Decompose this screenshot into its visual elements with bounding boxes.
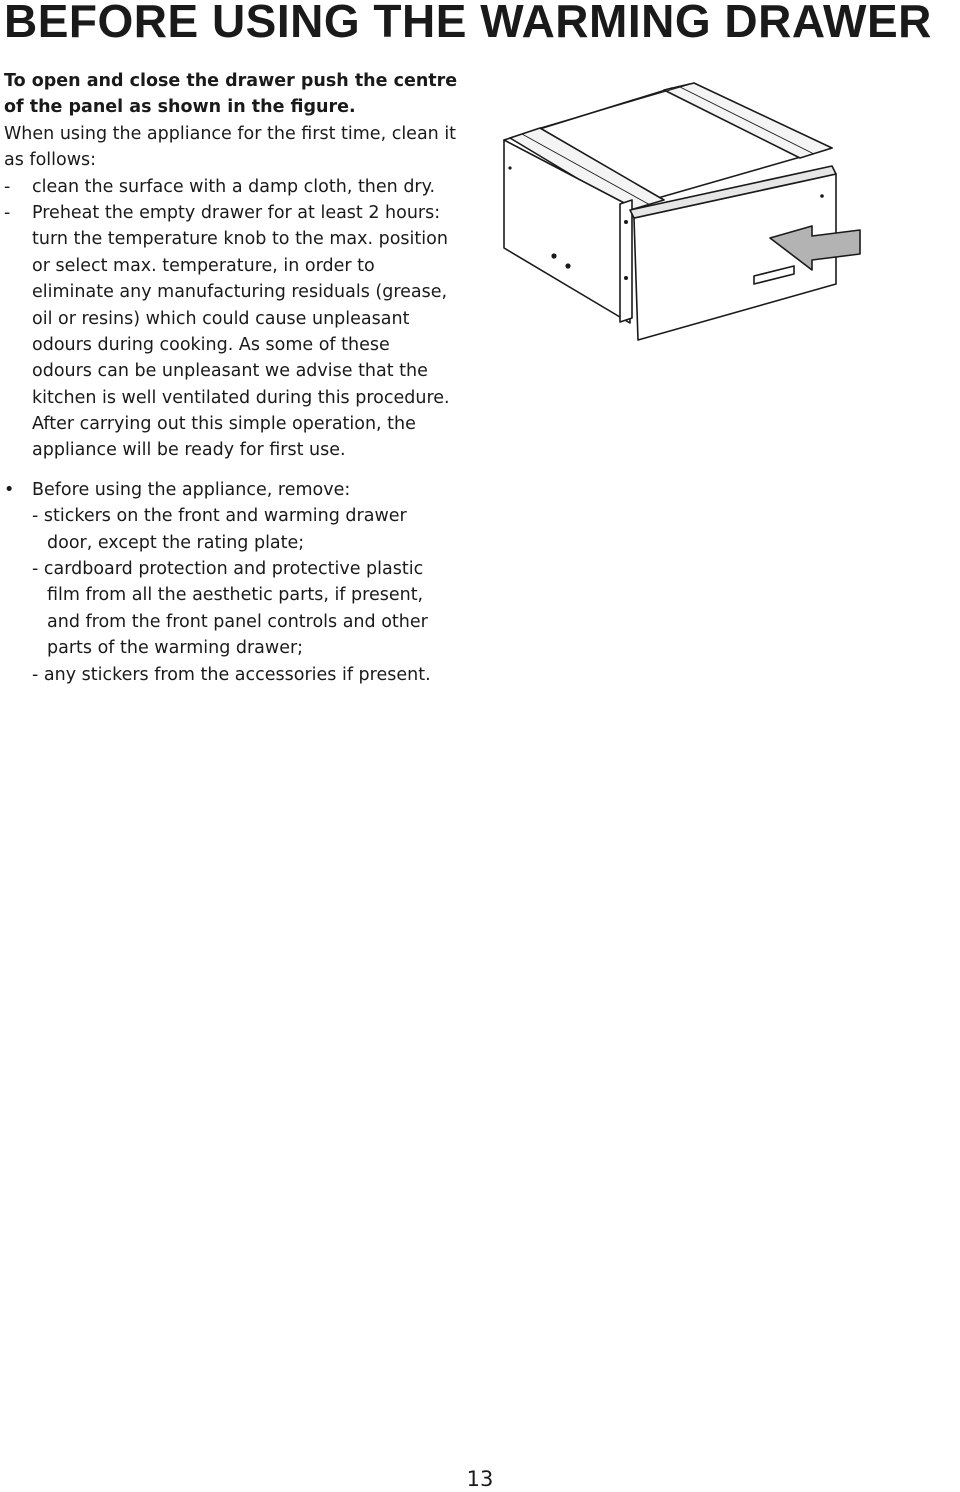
remove-item-cardboard: - cardboard protection and protective plastic <box>32 559 424 580</box>
remove-heading-text: Before using the appliance, remove: <box>32 479 351 500</box>
page-number: 13 <box>466 1467 494 1491</box>
warming-drawer-push-illustration <box>492 78 864 372</box>
dash-marker: - <box>4 176 11 197</box>
step-preheat-text-9: After carrying out this simple operation, the <box>32 414 416 435</box>
dash-marker: - <box>4 202 11 223</box>
remove-section <box>4 477 474 688</box>
step-preheat-text-6: odours during cooking. As some of these <box>32 334 390 355</box>
intro-line-2: as follows: <box>4 150 97 171</box>
remove-item-cardboard-cont-3: parts of the warming drawer; <box>47 638 304 659</box>
remove-heading <box>4 477 474 503</box>
bullet-marker: • <box>4 479 15 500</box>
step-preheat-text-10: appliance will be ready for first use. <box>32 440 346 461</box>
step-preheat-text-3: or select max. temperature, in order to <box>32 255 375 276</box>
remove-item-stickers-cont: door, except the rating plate; <box>47 532 305 553</box>
step-preheat-text-2: turn the temperature knob to the max. position <box>32 229 448 250</box>
intro-bold-line-1: To open and close the drawer push the centre <box>4 71 458 91</box>
intro-line-1: When using the appliance for the first time, clean it <box>4 123 457 144</box>
remove-item-cardboard-cont-1: film from all the aesthetic parts, if present, <box>47 585 424 606</box>
step-preheat <box>4 200 474 226</box>
remove-item-accessories: - any stickers from the accessories if present. <box>32 664 431 685</box>
step-preheat-text-7: odours can be unpleasant we advise that the <box>32 361 428 382</box>
step-preheat-text-1: Preheat the empty drawer for at least 2 hours: <box>32 202 441 223</box>
step-preheat-text-4: eliminate any manufacturing residuals (grease, <box>32 282 448 303</box>
intro-bold-line-2: of the panel as shown in the figure. <box>4 97 356 118</box>
step-clean <box>4 174 474 200</box>
step-preheat-text-5: oil or resins) which could cause unpleasant <box>32 308 410 329</box>
page-title: BEFORE USING THE WARMING DRAWER <box>4 0 932 47</box>
remove-item-cardboard-cont-2: and from the front panel controls and other <box>47 611 428 632</box>
remove-item-stickers: - stickers on the front and warming drawer <box>32 506 407 527</box>
step-clean-text: clean the surface with a damp cloth, then dry. <box>32 176 436 197</box>
mounting-flange <box>620 200 632 322</box>
step-preheat-text-8: kitchen is well ventilated during this procedure. <box>32 387 450 408</box>
instructions-column <box>4 68 474 688</box>
